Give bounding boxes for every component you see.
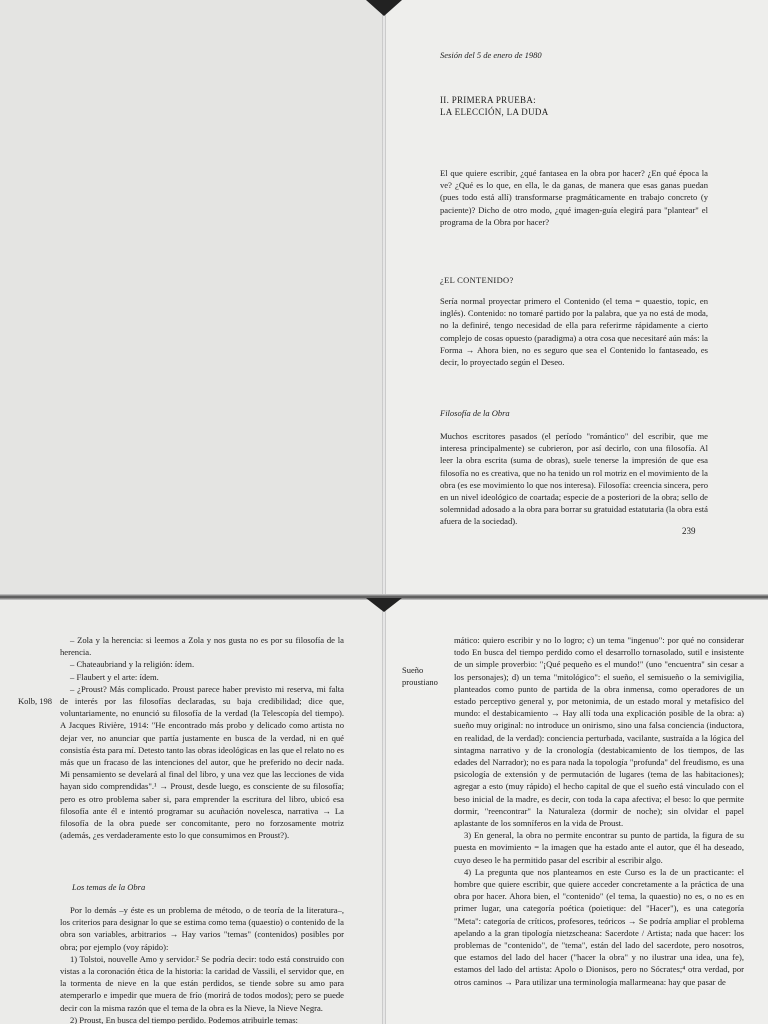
tolstoi-item: 1) Tolstoi, nouvelle Amo y servidor.² Se podría decir: todo está construido con vistas a la coronación ética de la historia: la caridad de Vassili, el servidor que, en la tormenta de nieve en la que están perdidos, se tiende sobre su amo para atemperarlo e impedir que muera de frío (morirá de todos modos); pero se puede decir con la misma razón que el tema de la obra es la Nieve, la Nieve Negra.: [60, 953, 344, 1013]
margin-note-kolb: Kolb, 198: [18, 696, 52, 706]
point-3: 3) En general, la obra no permite encontrar su punto de partida, la figura de su puesta en movimiento = la imagen que ha estado ante el autor, que él ha deseado, cuyo deseo le ha permitido pasar del escribir al escribir algo.: [454, 830, 744, 865]
page-bottom-left: [0, 598, 384, 1024]
contenido-paragraph: Sería normal proyectar primero el Contenido (el tema = quaestio, topic, en inglés). Contenido: no tomaré partido por la palabra, que ya no está de moda, no la definiré, tengo necesidad de ella para referirme rápidamente a cierto complejo de cosas opuesto (paradigma) a otra cosa que necesitaré aún más: la Forma → Ahora bien, no es seguro que sea el Contenido lo fantaseado, es decir, lo proyectado según el Deseo.: [440, 296, 708, 368]
chapter-title-line2: LA ELECCIÓN, LA DUDA: [440, 107, 549, 117]
zola-item: – Zola y la herencia: si leemos a Zola y nos gusta no es por su filosofía de la herencia.: [60, 635, 344, 658]
chapter-title-line1: II. PRIMERA PRUEBA:: [440, 95, 536, 105]
subheading-temas: Los temas de la Obra: [72, 882, 146, 892]
intro-paragraph: El que quiere escribir, ¿qué fantasea en la obra por hacer? ¿En qué época la ve? ¿Qué es lo que, en ella, le da ganas, de manera que esas ganas puedan (pues todo está allí) transformarse pragmáticamente en trabajo concreto (y paciente)? Dicho de otro modo, ¿qué imagen-guía elegirá para "plantear" el programa de la Obra por hacer?: [440, 168, 708, 227]
temas-paragraph: Por lo demás –y éste es un problema de método, o de teoría de la literatura–, los criterios para designar lo que se estima como tema (quaestio) o contenido de la obra son variables, arbitrarios → Hay varios "temas" (contenidos) posibles por obra; por ejemplo (voy rápido):: [60, 905, 344, 952]
page-bottom-right: [384, 598, 768, 1024]
flaubert-item: – Flaubert y el arte: ídem.: [70, 671, 159, 682]
subheading-filosofia: Filosofía de la Obra: [440, 408, 510, 418]
point-4: 4) La pregunta que nos planteamos en este Curso es la de un practicante: el hombre que quiere escribir, que quiere acceder concretamente a la práctica de una obra por hacer. Ahora bien, el "contenido" (el tema, la quaestio) no es, o no es en primer lugar, una categoría poética (poietique: del "Hacer"), es una categoría "Meta": categoría de críticos, profesores, teóricos → Se podría ampliar el problema apelando a la gran tipología nietzscheana: Sacerdote / Artista; nada que hacer: los problemas de "contenido", de "tema", están del lado del sacerdote, pero nosotros, que estamos del lado del hacer ("hacer la obra" y no ilustrar una idea, una fe), estamos del lado del artista: Apolo o Dionisos, pero no Sócrates;⁴ otra verdad, por otros caminos → Para utilizar una terminología mallarmeana: hay que pasar de: [454, 866, 744, 987]
sueno-text: [454, 634, 744, 988]
proust-temas-item: 2) Proust, En busca del tiempo perdido. Podemos atribuirle temas:: [70, 1014, 298, 1024]
blank-page-top-left: [0, 0, 384, 596]
philosophy-examples: [60, 634, 344, 841]
proust-item: – ¿Proust? Más complicado. Proust parece haber previsto mi reserva, mi falta de interés por las filosofías declaradas, su baja credibilidad; dice que, voluntariamente, no enunció su filosofía de la verdad (la Telescopía del tiempo). A Jacques Rivière, 1914: "He encontrado más probo y delicado como artista no dejar ver, no anunciar que partía justamente en busca de la verdad, ni en qué consistía ésta para mí. Detesto tanto las obras ideológicas en las que el relato no es más que un fracaso de las intenciones del autor, que he preferido no decir nada. Mi pensamiento se develará al final del libro, y una vez que las lecciones de vida hayan sido comprendidas".¹ → Proust, desde luego, es consciente de su filosofía; pero es otro problema saber si, para emprender la escritura del libro, ubicó esa filosofía ante él e intentó programar su acuñación novelesca, narrativa → La filosofía de la obra puede ser concomitante, pero no forzosamente motriz (además, ¿es verdaderamente esto lo que consumimos en Proust?).: [60, 683, 344, 841]
section-heading-contenido: ¿EL CONTENIDO?: [440, 275, 514, 285]
page-239: [384, 0, 768, 596]
filosofia-paragraph: Muchos escritores pasados (el período "romántico" del escribir, que me interesa principalmente) se cubrieron, por así decirlo, con una filosofía. Al leer la obra escrita (suma de obras), suele tenerse la impresión de que esa filosofía no es creativa, que no ha tenido un rol motriz en el movimiento de la obra (es ese movimiento lo que nos interesa). Filosofía: creencia sincera, pero en un nivel ideológico de coartada; especie de a posteriori de la obra; sello de solemnidad adosado a la obra para borrar su gratuidad estatutaria (la obra está afuera de la sociedad).: [440, 431, 708, 527]
temas-text: [60, 904, 344, 1024]
gutter-bottom: [382, 598, 386, 1024]
chapter-title: [440, 94, 549, 118]
gutter-top: [382, 0, 386, 596]
binding-notch-top: [366, 0, 402, 16]
chateaubriand-item: – Chateaubriand y la religión: ídem.: [70, 659, 195, 670]
page-number: 239: [682, 526, 696, 536]
session-header: Sesión del 5 de enero de 1980: [440, 50, 542, 60]
temas-continuation: mático: quiero escribir y no lo logro; c) un tema "ingenuo": por qué no considerar todo En busca del tiempo perdido como el desarrollo tornasolado, sutil e insistente de un simple proverbio: "¡Qué pequeño es el mundo!" (uno "encuentra" sin cesar a los personajes); d) un tema "mitológico": el sueño, el semisueño o la semivigilia, planteados como punto de partida de la obra inmensa, como operadores de un estado perceptivo general y, por metonimia, de un estado moral y metafísico del mundo: el destabicamiento → Hay allí toda una explicación posible de la obra: a) sueño muy original: no introduce un onirismo, sino una falsa conciencia (inductora, en realidad, de la verdad): conciencia perturbada, vacilante, sustraída a la lógica del sintagma narrativo y de la cronología (destabicamiento de los tiempos, de las edades del Narrador); no es para nada la topología "profunda" del freudismo, es una psicología de extensión y de permutación de lugares (tema de las habitaciones); agregar a esto (muy rápido) el hecho capital de que el sueño está vinculado con el beso inicial de la madre, es decir, con toda la capa afectiva; el beso: lo que permite dormir, "reencontrar" la Naturaleza (dormir de noche); sin olvidar el papel aplastante de los somníferos en la vida de Proust.: [454, 635, 744, 829]
binding-notch-middle: [366, 598, 402, 612]
margin-note-sueno: Sueño proustiano: [402, 665, 438, 687]
